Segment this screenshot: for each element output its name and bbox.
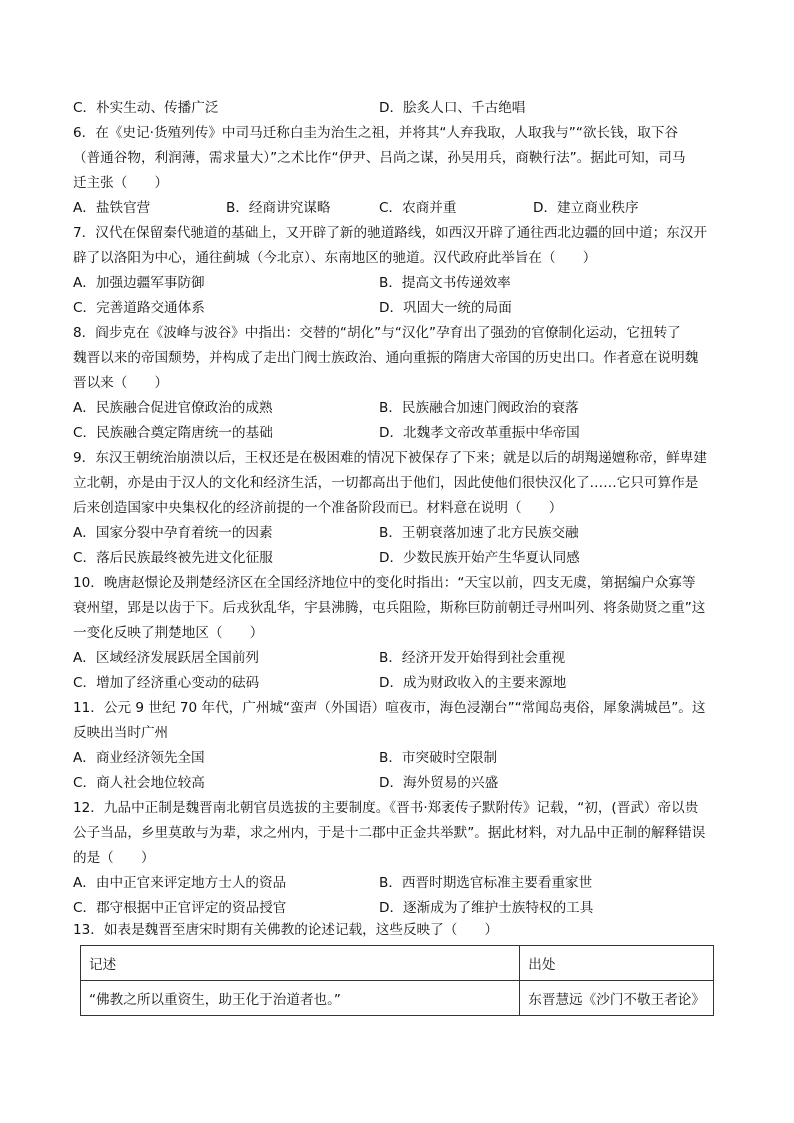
q12-stem-2: 公子当品，乡里莫敢与为辈，求之州内，于是十二郡中正金共举默”。据此材料，对九品中正制的解释错误 [73, 825, 706, 841]
q13-table [80, 945, 714, 1016]
q10-option-d: D．成为财政收入的主要来源地 [379, 675, 567, 691]
table-header-row [81, 946, 714, 981]
q9-stem-3: 后来创造国家中央集权化的经济前提的一个准备阶段而已。材料意在说明（ ） [73, 500, 563, 516]
q12-option-d: D．逐渐成为了维护士族特权的工具 [379, 900, 594, 916]
q6-stem-1: 6．在《史记·货殖列传》中司马迁称白圭为治生之祖，并将其“人弃我取，人取我与”“欲长钱，取下谷 [73, 125, 679, 141]
q10-stem-1: 10．晚唐赵憬论及荆楚经济区在全国经济地位中的变化时指出：“天宝以前，四支无虞，第据编户众寡等 [73, 575, 696, 591]
q10-stem-2: 衰州望，郢是以齿于下。后戎狄乱华，宇县沸腾，屯兵阻险，斯称巨防前朝迁寻州叫列、将条勋贤之重”这 [73, 600, 706, 616]
q7-option-b: B．提高文书传递效率 [379, 275, 511, 291]
q11-option-d: D．海外贸易的兴盛 [379, 775, 499, 791]
q8-option-c: C．民族融合奠定隋唐统一的基础 [73, 425, 273, 441]
q6-option-d: D．建立商业秩序 [533, 200, 639, 216]
q8-stem-3: 晋以来（ ） [73, 375, 169, 391]
q8-option-a: A．民族融合促进官僚政治的成熟 [73, 400, 273, 416]
q7-option-a: A．加强边疆军事防御 [73, 275, 205, 291]
q8-stem-1: 8．阎步克在《波峰与波谷》中指出：交替的“胡化”与“汉化”孕育出了强劲的官僚制化运动，它扭转了 [73, 325, 681, 341]
q10-option-a: A．区域经济发展跃居全国前列 [73, 650, 260, 666]
q9-option-b: B．王朝衰落加速了北方民族交融 [379, 525, 579, 541]
q12-stem-1: 12．九品中正制是魏晋南北朝官员选拔的主要制度。《晋书·郑袤传子默附传》记载，“初，(晋武）帝以贵 [73, 800, 699, 816]
q5-option-c: C．朴实生动、传播广泛 [73, 100, 219, 116]
table-cell: 东晋慧远《沙门不敬王者论》 [520, 981, 714, 1016]
q10-option-b: B．经济开发开始得到社会重视 [379, 650, 566, 666]
table-row [81, 981, 714, 1016]
table-cell: “佛教之所以重资生，助王化于治道者也。” [81, 981, 520, 1016]
table-header-cell: 记述 [81, 946, 520, 981]
q11-stem-2: 反映出当时广州 [73, 725, 169, 741]
q7-stem-1: 7．汉代在保留秦代驰道的基础上，又开辟了新的驰道路线，如西汉开辟了通往西北边疆的回中道；东汉开 [73, 225, 707, 241]
q9-option-d: D．少数民族开始产生华夏认同感 [379, 550, 580, 566]
q12-option-a: A．由中正官来评定地方士人的资品 [73, 875, 287, 891]
q9-stem-2: 立北朝，亦是由于汉人的文化和经济生活，一切都高出于他们，因此使他们很快汉化了……它只可算作是 [73, 475, 699, 491]
q5-option-d: D．脍炙人口、千古绝唱 [379, 100, 526, 116]
q7-stem-2: 辟了以洛阳为中心，通往蓟城（今北京）、东南地区的驰道。汉代政府此举旨在（ ） [73, 250, 597, 266]
q7-option-c: C．完善道路交通体系 [73, 300, 205, 316]
q11-stem-1: 11．公元 9 世纪 70 年代，广州城“蛮声（外国语）喧夜市，海色浸潮台”“常闻岛夷俗，犀象满城邑”。这 [73, 700, 706, 716]
q6-stem-3: 迁主张（ ） [73, 175, 169, 191]
q6-option-b: B．经商讲究谋略 [226, 200, 331, 216]
q12-option-c: C．郡守根据中正官评定的资品授官 [73, 900, 287, 916]
q8-option-d: D．北魏孝文帝改革重振中华帝国 [379, 425, 580, 441]
q10-stem-3: 一变化反映了荆楚地区（ ） [73, 625, 264, 641]
q8-option-b: B．民族融合加速门阀政治的衰落 [379, 400, 579, 416]
q12-stem-3: 的是（ ） [73, 850, 155, 866]
q9-stem-1: 9．东汉王朝统治崩溃以后，王权还是在极困难的情况下被保存了下来；就是以后的胡羯递嬗称帝，鲜卑建 [73, 450, 707, 466]
q11-option-c: C．商人社会地位较高 [73, 775, 205, 791]
q6-option-c: C．农商并重 [379, 200, 457, 216]
q13-stem: 13．如表是魏晋至唐宋时期有关佛教的论述记载，这些反映了（ ） [73, 922, 499, 938]
q9-option-a: A．国家分裂中孕育着统一的因素 [73, 525, 273, 541]
q6-stem-2: （普通谷物，利润薄，需求量大）”之术比作“伊尹、吕尚之谋，孙吴用兵，商鞅行法”。据此可知，司马 [73, 150, 686, 166]
q6-option-a: A．盐铁官营 [73, 200, 151, 216]
q7-option-d: D．巩固大一统的局面 [379, 300, 512, 316]
q10-option-c: C．增加了经济重心变动的砝码 [73, 675, 260, 691]
q8-stem-2: 魏晋以来的帝国颓势，并构成了走出门阀士族政治、通向重振的隋唐大帝国的历史出口。作者意在说明魏 [73, 350, 699, 366]
q11-option-b: B．市突破时空限制 [379, 750, 498, 766]
q11-option-a: A．商业经济领先全国 [73, 750, 205, 766]
q12-option-b: B．西晋时期选官标准主要看重家世 [379, 875, 593, 891]
table-header-cell: 出处 [520, 946, 714, 981]
q9-option-c: C．落后民族最终被先进文化征服 [73, 550, 273, 566]
